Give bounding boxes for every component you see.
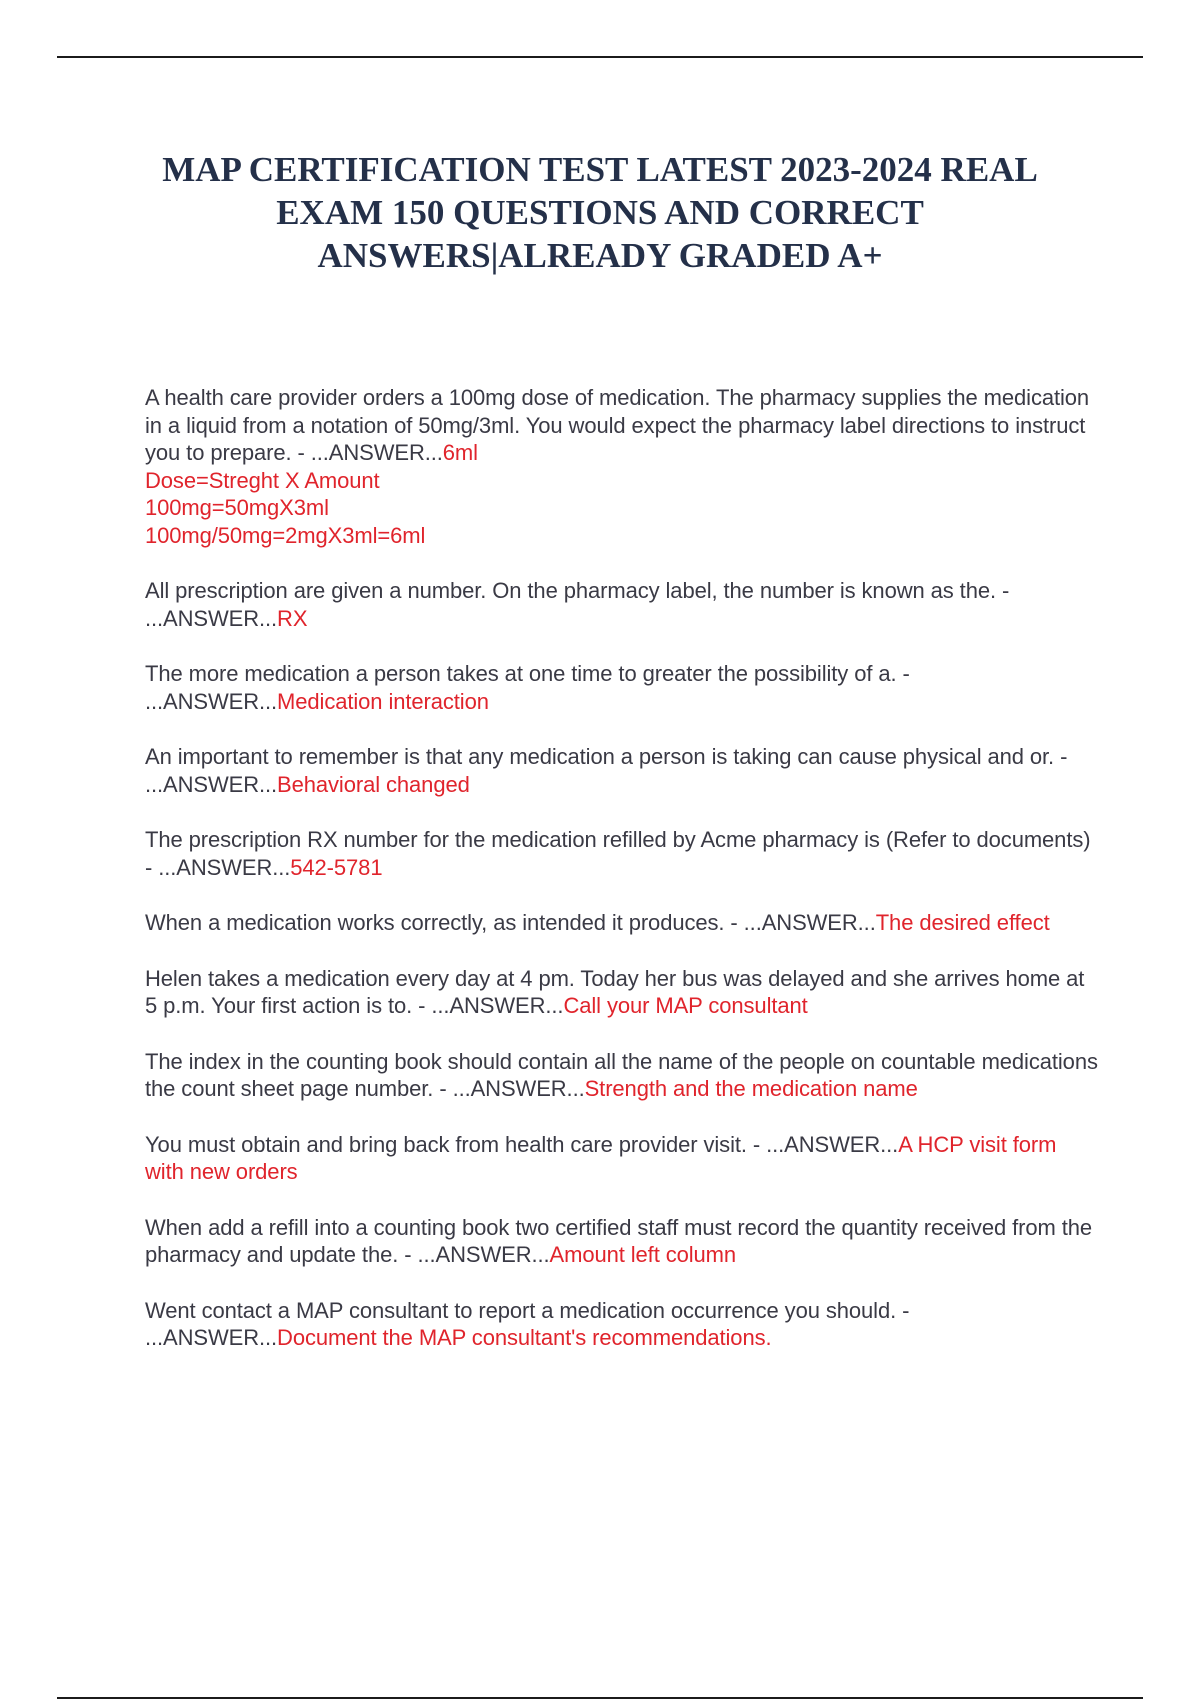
qa-item-4	[145, 743, 1100, 798]
answer-text: Call your MAP consultant	[563, 993, 808, 1018]
qa-item-9	[145, 1131, 1100, 1186]
question-text: Helen takes a medication every day at 4 pm. Today her bus was delayed and she arrives home at 5 p.m. Your first action is to.	[145, 965, 1085, 1018]
question-text: An important to remember is that any medication a person is taking can cause physical and or.	[145, 744, 1055, 769]
qa-list	[145, 384, 1100, 1380]
answer-text: RX	[277, 605, 308, 631]
question-text: A health care provider orders a 100mg dose of medication. The pharmacy supplies the medication in a liquid from a notation of 50mg/3ml. You would expect the pharmacy label directions to instruct you to prepare.	[145, 385, 1090, 465]
answer-text: Medication interaction	[277, 688, 489, 714]
question-text: When add a refill into a counting book two certified staff must record the quantity received from the pharmacy and update the.	[145, 1214, 1092, 1267]
answer-marker: - ...ANSWER...	[724, 910, 876, 935]
document-title: MAP CERTIFICATION TEST LATEST 2023-2024 REAL EXAM 150 QUESTIONS AND CORRECT ANSWERS|ALREADY GRADED A+	[162, 150, 1038, 275]
bottom-rule	[57, 1697, 1143, 1699]
question-text: When a medication works correctly, as intended it produces.	[145, 910, 725, 935]
qa-item-6	[145, 909, 1100, 937]
answer-text: A HCP visit form with new orders	[145, 1131, 1057, 1184]
answer-marker: - ...ANSWER...	[145, 661, 910, 714]
answer-text: 6ml	[442, 440, 478, 465]
answer-working-line-1: Dose=Streght X Amount	[145, 467, 380, 493]
qa-item-7	[145, 965, 1100, 1020]
answer-text: Behavioral changed	[277, 771, 470, 797]
answer-text: Amount left column	[549, 1242, 737, 1267]
answer-working-line-2: 100mg=50mgX3ml	[145, 495, 329, 520]
question-text: The index in the counting book should contain all the name of the people on countable medications the count sheet page number.	[145, 1048, 1098, 1101]
question-text: The more medication a person takes at one time to greater the possibility of a.	[145, 661, 897, 686]
qa-item-5	[145, 826, 1100, 881]
question-text: You must obtain and bring back from health care provider visit.	[145, 1131, 747, 1157]
answer-marker: - ...ANSWER...	[746, 1131, 899, 1157]
answer-text: The desired effect	[875, 910, 1050, 935]
qa-item-8	[145, 1048, 1100, 1103]
answer-working-line-3: 100mg/50mg=2mgX3ml=6ml	[145, 522, 426, 548]
answer-marker: - ...ANSWER...	[291, 440, 443, 465]
answer-text: Strength and the medication name	[584, 1076, 918, 1101]
answer-marker: - ...ANSWER...	[145, 578, 1010, 631]
answer-marker: - ...ANSWER...	[433, 1076, 585, 1101]
top-rule	[57, 56, 1143, 58]
qa-item-11	[145, 1297, 1100, 1352]
answer-marker: - ...ANSWER...	[398, 1242, 550, 1267]
qa-item-1	[145, 384, 1100, 549]
qa-item-2	[145, 577, 1100, 632]
qa-item-10	[145, 1214, 1100, 1269]
question-text: Went contact a MAP consultant to report a medication occurrence you should.	[145, 1297, 897, 1323]
answer-marker: - ...ANSWER...	[145, 744, 1068, 797]
question-text: The prescription RX number for the medication refilled by Acme pharmacy is (Refer to documents)	[145, 827, 1091, 852]
answer-text: 542-5781	[290, 854, 383, 880]
answer-text: Document the MAP consultant's recommendations.	[277, 1325, 772, 1350]
answer-marker: - ...ANSWER...	[145, 854, 291, 880]
answer-marker: - ...ANSWER...	[412, 993, 564, 1018]
qa-item-3	[145, 660, 1100, 715]
answer-marker: - ...ANSWER...	[145, 1297, 910, 1350]
question-text: All prescription are given a number. On the pharmacy label, the number is known as the.	[145, 578, 996, 603]
